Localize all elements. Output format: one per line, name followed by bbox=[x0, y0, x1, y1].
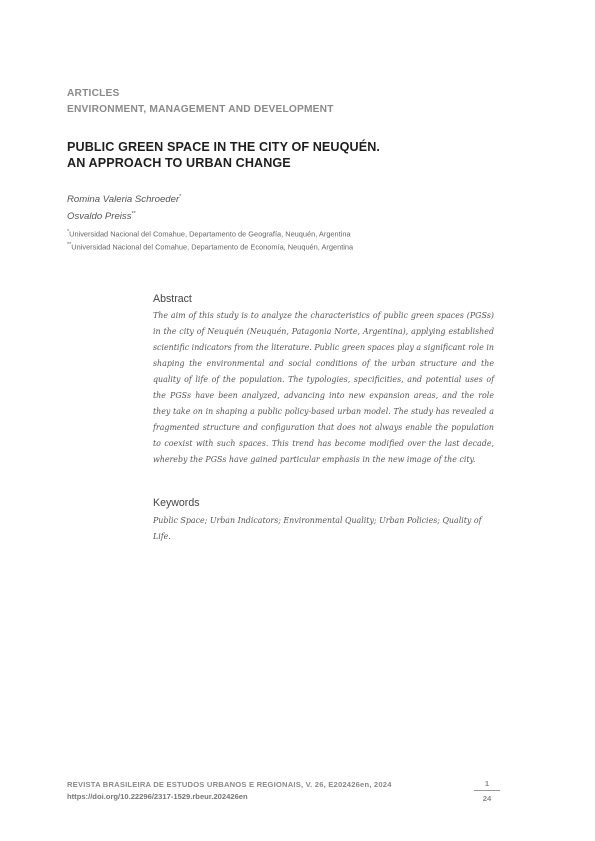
affiliation-list bbox=[67, 227, 353, 253]
footer-doi-link[interactable]: https://doi.org/10.22296/2317-1529.rbeur.202426en bbox=[67, 792, 248, 801]
author-2-mark: ** bbox=[131, 211, 136, 218]
section-label: ARTICLES bbox=[67, 88, 120, 99]
author-1-name: Romina Valeria Schroeder bbox=[67, 194, 180, 206]
keywords-heading: Keywords bbox=[153, 497, 200, 509]
subsection-label: ENVIRONMENT, MANAGEMENT AND DEVELOPMENT bbox=[67, 104, 334, 115]
affiliation-1-mark: * bbox=[67, 229, 70, 235]
footer-journal-citation: REVISTA BRASILEIRA DE ESTUDOS URBANOS E REGIONAIS, V. 26, E202426en, 2024 bbox=[67, 780, 392, 789]
affiliation-2 bbox=[67, 240, 353, 253]
affiliation-2-text: Universidad Nacional del Comahue, Departamento de Economía, Neuquén, Argentina bbox=[71, 242, 354, 252]
keywords-text: Public Space; Urban Indicators; Environmental Quality; Urban Policies; Quality of Life. bbox=[153, 516, 482, 541]
author-1 bbox=[67, 190, 181, 207]
author-1-mark: * bbox=[179, 194, 182, 200]
affiliation-2-mark: ** bbox=[67, 241, 72, 248]
author-2 bbox=[67, 207, 181, 224]
section-header bbox=[67, 86, 334, 118]
title-line-2: AN APPROACH TO URBAN CHANGE bbox=[67, 156, 291, 170]
article-title bbox=[67, 139, 380, 171]
current-page: 1 bbox=[484, 779, 490, 788]
total-pages: 24 bbox=[482, 794, 492, 803]
affiliation-1-text: Universidad Nacional del Comahue, Departamento de Geografía, Neuquén, Argentina bbox=[69, 229, 351, 239]
title-line-1: PUBLIC GREEN SPACE IN THE CITY OF NEUQUÉN. bbox=[67, 140, 381, 154]
author-list bbox=[67, 190, 181, 224]
author-2-name: Osvaldo Preiss bbox=[67, 211, 132, 223]
abstract-heading: Abstract bbox=[153, 293, 192, 305]
abstract-text: The aim of this study is to analyze the characteristics of public green spaces (PGSs) in the city of Neuquén (Neuquén, Patagonia Norte, Argentina), applying established scientific indicators from the literature. Public green spaces play a significant role in shaping the environmental and social conditions of the urban structure and the quality of life of the population. The typologies, specificities, and potential uses of the PGSs have been analyzed, advancing into new expansion areas, and the role they take on in shaping a public policy-based urban model. The study has revealed a fragmented structure and configuration that does not always enable the population to coexist with such spaces. This trend has become modified over the last decade, whereby the PGSs have gained particular emphasis in the new image of the city. bbox=[153, 311, 494, 464]
page-number-indicator bbox=[474, 779, 500, 803]
affiliation-1 bbox=[67, 227, 353, 240]
page-divider bbox=[474, 790, 500, 791]
